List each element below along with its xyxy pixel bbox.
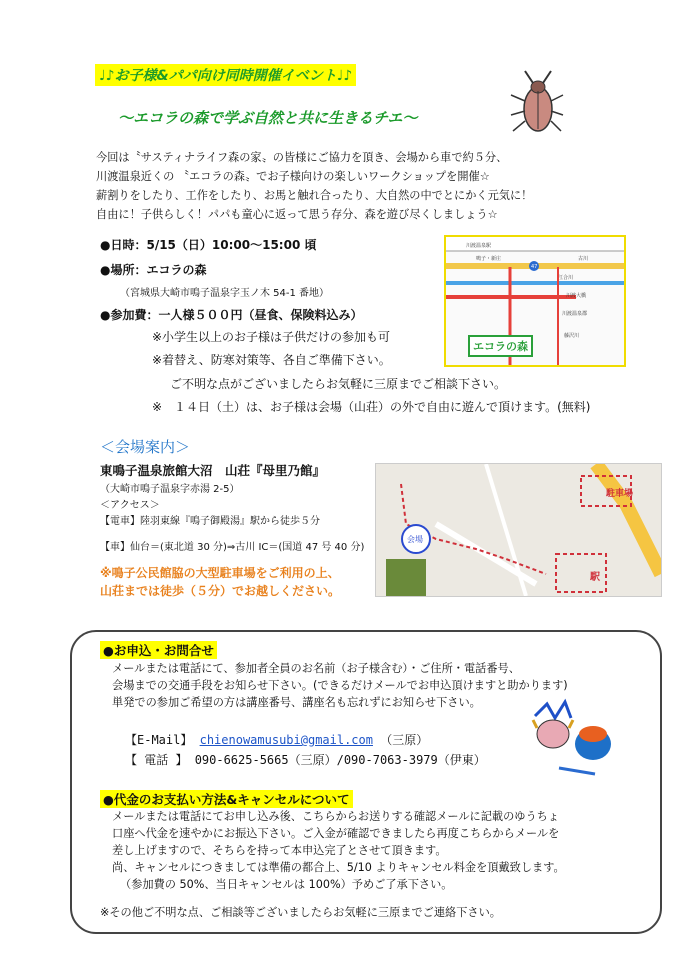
access-car: 【車】仙台＝(東北道 30 分)⇒古川 IC＝(国道 47 号 40 分) bbox=[100, 542, 365, 553]
email-suffix: （三原） bbox=[380, 733, 429, 747]
event-fee: ●参加費：一人様５００円（昼食、保険料込み） bbox=[100, 308, 363, 322]
intro-line: 薪割りをしたり、工作をしたり、お馬と触れ合ったり、大自然の中でとにかく元気に！ bbox=[96, 189, 533, 202]
phone-row bbox=[125, 751, 486, 768]
event-address: （宮城県大崎市鳴子温泉字玉ノ木 54-1 番地） bbox=[120, 288, 330, 299]
access-label: ＜アクセス＞ bbox=[100, 500, 160, 511]
note-saturday: ※ １４日（土）は、お子様は会場（山荘）の外で自由に遊んで頂けます。(無料) bbox=[152, 400, 591, 414]
payment-heading: ●代金のお支払い方法&キャンセルについて bbox=[100, 790, 353, 808]
intro-line: 自由に！子供らしく！パパも童心に返って思う存分、森を遊び尽くしましょう☆ bbox=[96, 208, 498, 221]
route-number: 47 bbox=[531, 264, 538, 270]
map-label: 鳴子・新庄 bbox=[476, 256, 502, 262]
venue-heading: ＜会場案内＞ bbox=[100, 438, 191, 456]
apply-heading: ●お申込・お問合せ bbox=[100, 641, 217, 659]
payment-line: （参加費の 50%、当日キャンセルは 100%）予めご了承下さい。 bbox=[120, 878, 453, 891]
map-label: 川渡温泉郡 bbox=[562, 311, 588, 317]
map-label: 古川 bbox=[578, 256, 589, 262]
email-row bbox=[125, 731, 428, 748]
parking-note: ※鳴子公民館脇の大型駐車場をご利用の上、 bbox=[100, 566, 340, 580]
note-contact: ご不明な点がございましたらお気軽に三原までご相談下さい。 bbox=[170, 377, 507, 391]
footer-note: ※その他ご不明な点、ご相談等ございましたらお気軽に三原までご連絡下さい。 bbox=[100, 906, 501, 919]
venue-name: 東鳴子温泉旅館大沼 山荘『母里乃館』 bbox=[100, 463, 326, 478]
venue-map-graphic bbox=[376, 464, 661, 596]
email-link[interactable]: chienowamusubi@gmail.com bbox=[199, 733, 373, 747]
payment-line: 口座へ代金を速やかにお振込下さい。ご入金が確認できましたら再度こちらからメールを bbox=[112, 827, 560, 840]
venue-address: （大崎市鳴子温泉字赤湯 2-5） bbox=[100, 484, 240, 495]
payment-line: 差し上げますので、そちらを持って本申込完了とさせて頂きます。 bbox=[112, 844, 447, 857]
event-date: ●日時：5/15（日）10:00～15:00 頃 bbox=[100, 238, 317, 252]
parking-note-2: 山荘までは徒歩（５分）でお越しください。 bbox=[100, 584, 341, 598]
phone-numbers: 090-6625-5665（三原）/090-7063-3979（伊東） bbox=[194, 753, 486, 767]
intro-line: 川渡温泉近くの 〝エコラの森〟でお子様向けの楽しいワークショップを開催☆ bbox=[96, 170, 490, 183]
apply-line: 単発での参加ご希望の方は講座番号、講座名も忘れずにお知らせ下さい。 bbox=[112, 696, 481, 709]
intro-paragraph bbox=[96, 148, 532, 224]
phone-label: 【 電話 】 bbox=[125, 753, 188, 767]
station-map-label: 駅 bbox=[590, 572, 600, 583]
note-clothes: ※着替え、防寒対策等、各自ご準備下さい。 bbox=[152, 353, 391, 367]
apply-line: 会場までの交通手段をお知らせ下さい。(できるだけメールでお申込頂けますと助かります) bbox=[112, 679, 568, 692]
beetle-illustration bbox=[505, 65, 567, 137]
email-label: 【E-Mail】 bbox=[125, 733, 193, 747]
venue-map bbox=[375, 463, 662, 597]
access-train: 【電車】陸羽東線『鳴子御殿湯』駅から徒歩５分 bbox=[100, 516, 320, 527]
venue-map-label: 会場 bbox=[407, 535, 423, 544]
map-label: 江合川 bbox=[558, 275, 574, 281]
forest-map-label: エコラの森 bbox=[468, 335, 533, 357]
payment-line: 尚、キャンセルにつきましては準備の都合上、5/10 よりキャンセル料金を頂戴致します。 bbox=[112, 861, 565, 874]
parking-map-label: 駐車場 bbox=[606, 489, 634, 499]
event-title: ♩♪お子様&パパ向け同時開催イベント♩♪ bbox=[95, 64, 356, 86]
event-subtitle: ～エコラの森で学ぶ自然と共に生きるチエ～ bbox=[118, 109, 418, 127]
map-label: 川渡大橋 bbox=[566, 293, 587, 299]
map-label: 藤沢川 bbox=[564, 333, 580, 339]
event-place: ●場所：エコラの森 bbox=[100, 263, 207, 277]
payment-line: メールまたは電話にてお申し込み後、こちらからお送りする確認メールに記載のゆうちょ bbox=[112, 810, 560, 823]
forest-map bbox=[444, 235, 626, 367]
map-label: 川渡温泉駅 bbox=[466, 243, 492, 249]
children-drawing bbox=[525, 698, 615, 788]
note-children: ※小学生以上のお子様は子供だけの参加も可 bbox=[152, 330, 391, 344]
apply-text bbox=[112, 660, 568, 711]
apply-line: メールまたは電話にて、参加者全員のお名前（お子様含む）・ご住所・電話番号、 bbox=[112, 662, 520, 675]
intro-line: 今回は〝サスティナライフ森の家〟の皆様にご協力を頂き、会場から車で約５分、 bbox=[96, 151, 508, 164]
payment-text bbox=[112, 808, 565, 893]
